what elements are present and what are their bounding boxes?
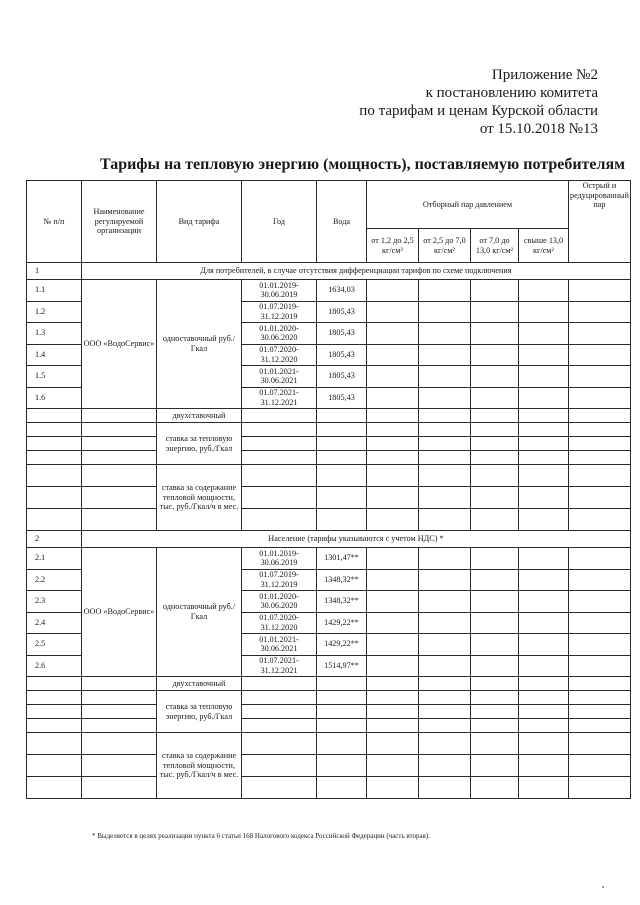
empty-cell [27, 705, 82, 719]
empty-cell [27, 777, 82, 799]
empty-cell [419, 691, 471, 705]
empty-cell [242, 409, 317, 423]
empty-cell [519, 755, 569, 777]
row-number: 2.3 [27, 591, 82, 613]
empty-cell [82, 465, 157, 487]
water-tariff-cell: 1805,43 [317, 301, 367, 323]
tariff-kind-single: одноставочный руб./Гкал [157, 280, 242, 409]
empty-cell [82, 509, 157, 531]
empty-cell [471, 733, 519, 755]
water-tariff-cell: 1805,43 [317, 387, 367, 409]
empty-cell [419, 451, 471, 465]
sub-row [27, 465, 631, 487]
row-number: 2.4 [27, 612, 82, 634]
empty-cell [367, 612, 419, 634]
empty-cell [27, 691, 82, 705]
sub-row [27, 691, 631, 705]
empty-cell [242, 705, 317, 719]
tariff-kind-two-part: двухставочный [157, 409, 242, 423]
empty-cell [569, 366, 631, 388]
sub-row [27, 755, 631, 777]
empty-cell [367, 323, 419, 345]
empty-cell [519, 301, 569, 323]
empty-cell [471, 487, 519, 509]
water-tariff-cell: 1429,22** [317, 612, 367, 634]
row-number: 1.3 [27, 323, 82, 345]
empty-cell [367, 465, 419, 487]
empty-cell [82, 423, 157, 437]
empty-cell [27, 409, 82, 423]
empty-cell [242, 733, 317, 755]
empty-cell [27, 465, 82, 487]
tariff-kind-single: одноставочный руб./Гкал [157, 548, 242, 677]
empty-cell [242, 487, 317, 509]
empty-cell [242, 677, 317, 691]
table-row [27, 548, 631, 570]
empty-cell [471, 591, 519, 613]
col-header-p3: от 7,0 до 13,0 кг/см² [471, 229, 519, 263]
empty-cell [569, 691, 631, 705]
empty-cell [519, 655, 569, 677]
col-header-org: Наименование регулируемой организации [82, 181, 157, 263]
empty-cell [242, 509, 317, 531]
empty-cell [367, 755, 419, 777]
empty-cell [367, 677, 419, 691]
empty-cell [27, 509, 82, 531]
empty-cell [569, 634, 631, 656]
empty-cell [317, 409, 367, 423]
empty-cell [471, 465, 519, 487]
empty-cell [317, 733, 367, 755]
empty-cell [569, 655, 631, 677]
empty-cell [519, 451, 569, 465]
empty-cell [471, 423, 519, 437]
empty-cell [367, 691, 419, 705]
empty-cell [419, 569, 471, 591]
tariff-table [26, 180, 631, 799]
empty-cell [317, 705, 367, 719]
period-cell: 01.01.2019-30.06.2019 [242, 280, 317, 302]
empty-cell [242, 755, 317, 777]
row-number: 1.5 [27, 366, 82, 388]
organization-name: ООО «ВодоСервис» [82, 280, 157, 409]
empty-cell [419, 591, 471, 613]
empty-cell [519, 323, 569, 345]
empty-cell [569, 344, 631, 366]
empty-cell [519, 691, 569, 705]
empty-cell [569, 777, 631, 799]
section-number: 1 [27, 263, 82, 280]
empty-cell [317, 755, 367, 777]
row-number: 2.6 [27, 655, 82, 677]
empty-cell [471, 280, 519, 302]
empty-cell [569, 569, 631, 591]
col-header-p2: от 2,5 до 7,0 кг/см² [419, 229, 471, 263]
empty-cell [471, 409, 519, 423]
empty-cell [519, 733, 569, 755]
empty-cell [419, 655, 471, 677]
empty-cell [519, 677, 569, 691]
empty-cell [419, 487, 471, 509]
appendix-header [338, 66, 598, 138]
empty-cell [569, 509, 631, 531]
water-tariff-cell: 1634,03 [317, 280, 367, 302]
rate-heat-energy: ставка за тепловую энергию, руб./Гкал [157, 423, 242, 465]
empty-cell [569, 487, 631, 509]
section-row [27, 263, 631, 280]
empty-cell [317, 437, 367, 451]
row-number: 1.2 [27, 301, 82, 323]
empty-cell [367, 719, 419, 733]
empty-cell [519, 705, 569, 719]
sub-row [27, 733, 631, 755]
empty-cell [367, 705, 419, 719]
empty-cell [82, 755, 157, 777]
empty-cell [471, 509, 519, 531]
empty-cell [471, 777, 519, 799]
empty-cell [419, 719, 471, 733]
empty-cell [317, 719, 367, 733]
empty-cell [367, 655, 419, 677]
empty-cell [367, 366, 419, 388]
empty-cell [367, 423, 419, 437]
empty-cell [569, 451, 631, 465]
empty-cell [471, 323, 519, 345]
empty-cell [367, 569, 419, 591]
empty-cell [569, 755, 631, 777]
period-cell: 01.01.2020-30.06.2020 [242, 591, 317, 613]
sub-row [27, 423, 631, 437]
empty-cell [471, 691, 519, 705]
empty-cell [367, 344, 419, 366]
empty-cell [82, 677, 157, 691]
tariff-kind-two-part: двухставочный [157, 677, 242, 691]
section-label: Для потребителей, в случае отсутствия дифференциации тарифов по схеме подключения [82, 263, 631, 280]
empty-cell [471, 437, 519, 451]
empty-cell [471, 569, 519, 591]
empty-cell [519, 612, 569, 634]
empty-cell [471, 451, 519, 465]
empty-cell [419, 323, 471, 345]
section-label: Население (тарифы указываются с учетом НДС) * [82, 531, 631, 548]
empty-cell [471, 548, 519, 570]
empty-cell [419, 509, 471, 531]
empty-cell [367, 280, 419, 302]
water-tariff-cell: 1429,22** [317, 634, 367, 656]
sub-row [27, 437, 631, 451]
empty-cell [27, 451, 82, 465]
empty-cell [242, 423, 317, 437]
col-header-num: № п/п [27, 181, 82, 263]
rate-heat-power: ставка за содержание тепловой мощности, тыс. руб./Гкал/ч в мес. [157, 465, 242, 531]
header-line: к постановлению комитета [425, 85, 598, 101]
empty-cell [367, 733, 419, 755]
empty-cell [317, 691, 367, 705]
empty-cell [519, 465, 569, 487]
empty-cell [471, 705, 519, 719]
water-tariff-cell: 1805,43 [317, 366, 367, 388]
empty-cell [242, 465, 317, 487]
col-header-p1: от 1,2 до 2,5 кг/см² [367, 229, 419, 263]
empty-cell [569, 548, 631, 570]
header-line: от 15.10.2018 №13 [479, 121, 598, 137]
empty-cell [27, 437, 82, 451]
empty-cell [242, 777, 317, 799]
col-header-water: Вода [317, 181, 367, 263]
row-number: 1.6 [27, 387, 82, 409]
empty-cell [367, 509, 419, 531]
empty-cell [27, 487, 82, 509]
empty-cell [27, 755, 82, 777]
empty-cell [367, 548, 419, 570]
header-line: по тарифам и ценам Курской области [359, 103, 598, 119]
empty-cell [419, 548, 471, 570]
empty-cell [471, 677, 519, 691]
empty-cell [242, 437, 317, 451]
empty-cell [367, 437, 419, 451]
two-part-row [27, 677, 631, 691]
period-cell: 01.01.2021-30.06.2021 [242, 634, 317, 656]
empty-cell [569, 719, 631, 733]
empty-cell [82, 409, 157, 423]
empty-cell [419, 777, 471, 799]
empty-cell [367, 591, 419, 613]
empty-cell [419, 280, 471, 302]
table-header-row [27, 181, 631, 229]
organization-name: ООО «ВодоСервис» [82, 548, 157, 677]
empty-cell [82, 705, 157, 719]
section-number: 2 [27, 531, 82, 548]
col-header-year: Год [242, 181, 317, 263]
empty-cell [569, 301, 631, 323]
empty-cell [82, 777, 157, 799]
empty-cell [367, 634, 419, 656]
sub-row [27, 487, 631, 509]
empty-cell [419, 634, 471, 656]
period-cell: 01.07.2021-31.12.2021 [242, 655, 317, 677]
empty-cell [519, 591, 569, 613]
period-cell: 01.07.2020-31.12.2020 [242, 612, 317, 634]
period-cell: 01.07.2021-31.12.2021 [242, 387, 317, 409]
empty-cell [419, 755, 471, 777]
empty-cell [569, 423, 631, 437]
period-cell: 01.07.2019-31.12.2019 [242, 301, 317, 323]
col-header-sharp-steam: Острый и редуцированный пар [569, 181, 631, 263]
empty-cell [367, 777, 419, 799]
empty-cell [569, 409, 631, 423]
col-header-p4: свыше 13,0 кг/см² [519, 229, 569, 263]
empty-cell [519, 423, 569, 437]
empty-cell [82, 733, 157, 755]
empty-cell [471, 655, 519, 677]
empty-cell [367, 387, 419, 409]
section-row [27, 531, 631, 548]
footnote: * Выделяется в целях реализации пункта 6 статьи 168 Налогового кодекса Российской Федерации (часть вторая). [92, 832, 430, 840]
empty-cell [317, 677, 367, 691]
empty-cell [419, 366, 471, 388]
water-tariff-cell: 1301,47** [317, 548, 367, 570]
empty-cell [27, 719, 82, 733]
empty-cell [471, 755, 519, 777]
empty-cell [519, 777, 569, 799]
empty-cell [569, 612, 631, 634]
empty-cell [317, 777, 367, 799]
empty-cell [367, 487, 419, 509]
sub-row [27, 509, 631, 531]
two-part-row [27, 409, 631, 423]
scan-speck [602, 886, 604, 888]
empty-cell [471, 612, 519, 634]
rate-heat-energy: ставка за тепловую энергию, руб./Гкал [157, 691, 242, 733]
empty-cell [419, 301, 471, 323]
row-number: 1.4 [27, 344, 82, 366]
empty-cell [569, 733, 631, 755]
empty-cell [419, 465, 471, 487]
empty-cell [27, 423, 82, 437]
empty-cell [242, 451, 317, 465]
period-cell: 01.01.2020-30.06.2020 [242, 323, 317, 345]
empty-cell [367, 301, 419, 323]
empty-cell [519, 437, 569, 451]
empty-cell [242, 691, 317, 705]
empty-cell [471, 344, 519, 366]
empty-cell [82, 451, 157, 465]
empty-cell [317, 509, 367, 531]
empty-cell [519, 569, 569, 591]
empty-cell [82, 437, 157, 451]
sub-row [27, 705, 631, 719]
empty-cell [82, 487, 157, 509]
empty-cell [82, 691, 157, 705]
empty-cell [317, 487, 367, 509]
sub-row [27, 777, 631, 799]
water-tariff-cell: 1348,32** [317, 569, 367, 591]
empty-cell [471, 719, 519, 733]
empty-cell [419, 423, 471, 437]
empty-cell [471, 387, 519, 409]
empty-cell [27, 733, 82, 755]
empty-cell [419, 344, 471, 366]
empty-cell [317, 423, 367, 437]
col-header-kind: Вид тарифа [157, 181, 242, 263]
water-tariff-cell: 1805,43 [317, 323, 367, 345]
row-number: 2.1 [27, 548, 82, 570]
empty-cell [519, 366, 569, 388]
period-cell: 01.01.2019-30.06.2019 [242, 548, 317, 570]
empty-cell [569, 280, 631, 302]
empty-cell [419, 409, 471, 423]
empty-cell [419, 733, 471, 755]
empty-cell [519, 387, 569, 409]
row-number: 2.5 [27, 634, 82, 656]
row-number: 2.2 [27, 569, 82, 591]
empty-cell [419, 612, 471, 634]
empty-cell [519, 280, 569, 302]
empty-cell [519, 548, 569, 570]
empty-cell [569, 387, 631, 409]
period-cell: 01.07.2020-31.12.2020 [242, 344, 317, 366]
empty-cell [317, 451, 367, 465]
empty-cell [569, 437, 631, 451]
empty-cell [569, 705, 631, 719]
page-title: Тарифы на тепловую энергию (мощность), поставляемую потребителям [100, 156, 626, 173]
empty-cell [569, 323, 631, 345]
empty-cell [419, 677, 471, 691]
sub-row [27, 451, 631, 465]
empty-cell [519, 719, 569, 733]
empty-cell [242, 719, 317, 733]
period-cell: 01.07.2019-31.12.2019 [242, 569, 317, 591]
rate-heat-power: ставка за содержание тепловой мощности, тыс. руб./Гкал/ч в мес. [157, 733, 242, 799]
header-line: Приложение №2 [491, 67, 598, 83]
period-cell: 01.01.2021-30.06.2021 [242, 366, 317, 388]
water-tariff-cell: 1348,32** [317, 591, 367, 613]
empty-cell [317, 465, 367, 487]
row-number: 1.1 [27, 280, 82, 302]
water-tariff-cell: 1805,43 [317, 344, 367, 366]
empty-cell [519, 409, 569, 423]
empty-cell [82, 719, 157, 733]
empty-cell [419, 387, 471, 409]
col-header-steam: Отборный пар давлением [367, 181, 569, 229]
empty-cell [519, 509, 569, 531]
empty-cell [419, 705, 471, 719]
empty-cell [569, 677, 631, 691]
tariff-table-body [27, 181, 631, 799]
empty-cell [419, 437, 471, 451]
sub-row [27, 719, 631, 733]
empty-cell [519, 344, 569, 366]
empty-cell [569, 465, 631, 487]
empty-cell [471, 366, 519, 388]
water-tariff-cell: 1514,97** [317, 655, 367, 677]
table-row [27, 280, 631, 302]
empty-cell [27, 677, 82, 691]
empty-cell [367, 451, 419, 465]
empty-cell [569, 591, 631, 613]
empty-cell [471, 634, 519, 656]
empty-cell [367, 409, 419, 423]
empty-cell [471, 301, 519, 323]
empty-cell [519, 487, 569, 509]
empty-cell [519, 634, 569, 656]
